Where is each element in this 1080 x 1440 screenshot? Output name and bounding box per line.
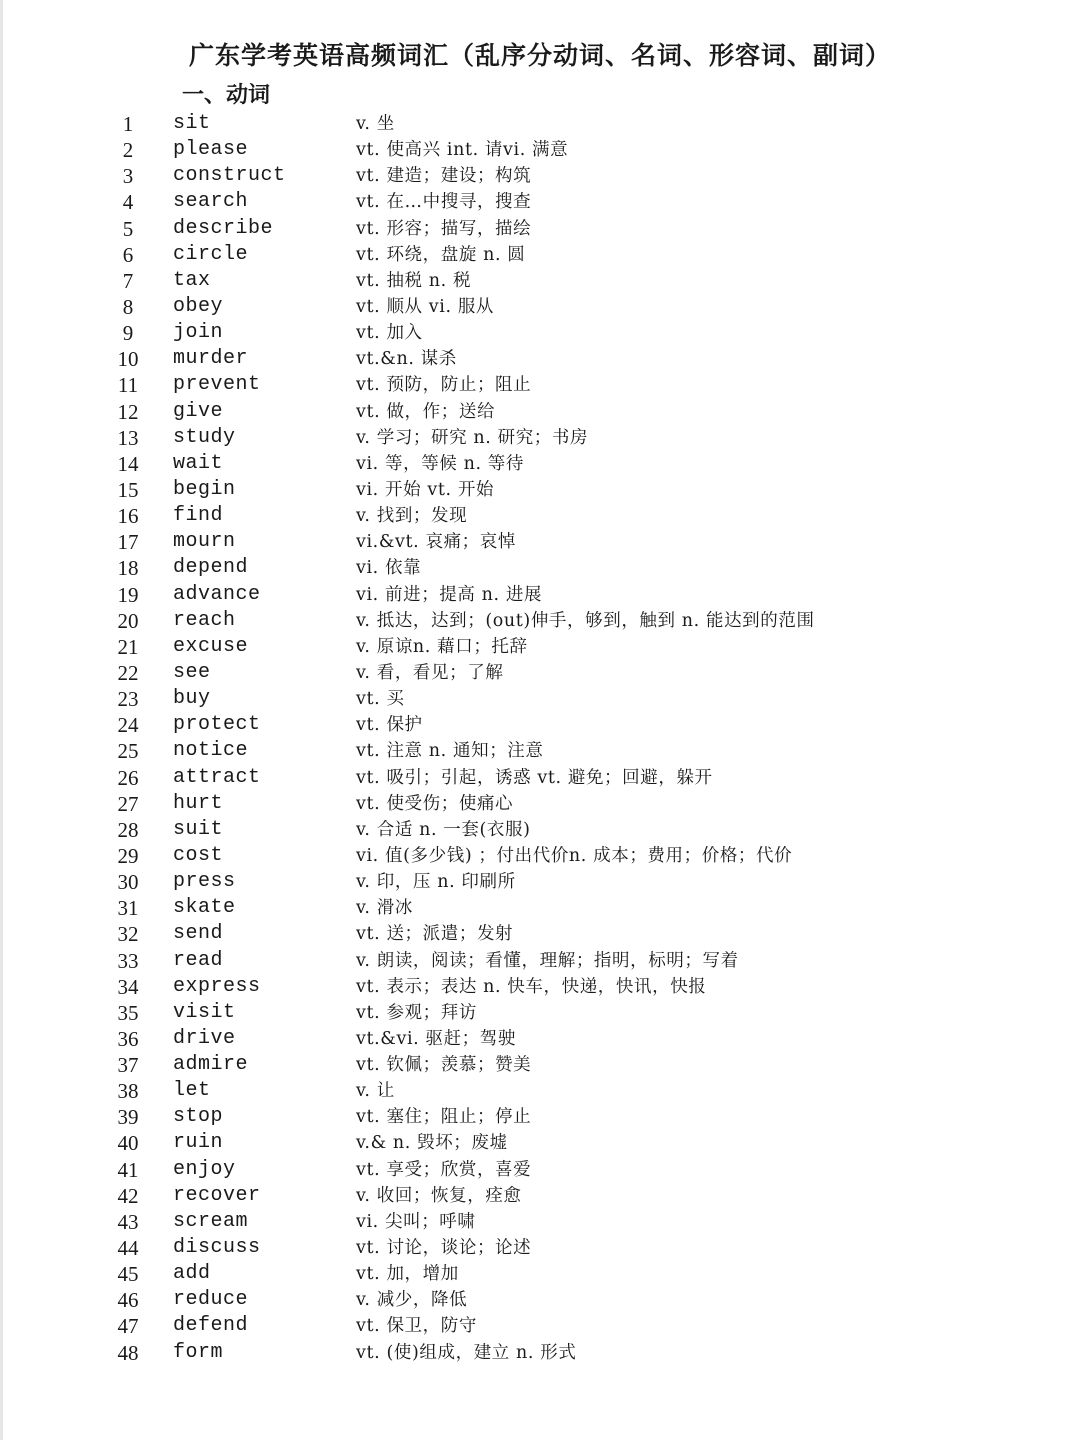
entry-word: suit [173, 817, 224, 841]
entry-number: 14 [117, 451, 139, 476]
entry-number: 22 [117, 660, 139, 685]
entry-word: find [173, 504, 224, 528]
entry-meaning: vt. 做，作；送给 [356, 401, 496, 422]
entry-word: drive [173, 1026, 236, 1050]
entry-number: 15 [117, 477, 139, 502]
vocab-row [0, 817, 1080, 843]
entry-meaning: vt. 参观；拜访 [356, 1002, 477, 1023]
entry-number: 5 [122, 216, 134, 241]
entry-meaning: v. 让 [356, 1081, 395, 1102]
entry-word: enjoy [173, 1157, 236, 1181]
entry-number: 40 [117, 1131, 139, 1156]
entry-meaning: vt. 享受；欣赏，喜爱 [356, 1159, 532, 1180]
entry-word: wait [173, 451, 224, 475]
vocab-row [0, 555, 1080, 581]
entry-number: 20 [117, 608, 139, 633]
entry-word: mourn [173, 530, 236, 554]
entry-meaning: vt.&n. 谋杀 [356, 349, 457, 370]
entry-number: 37 [117, 1053, 139, 1078]
vocab-row [0, 1235, 1080, 1261]
entry-meaning: v. 看，看见；了解 [356, 662, 504, 683]
entry-number: 11 [117, 373, 139, 398]
entry-word: advance [173, 582, 261, 606]
vocab-row [0, 1078, 1080, 1104]
entry-word: send [173, 922, 224, 946]
entry-number: 2 [122, 138, 134, 163]
entry-word: stop [173, 1105, 224, 1129]
vocab-row [0, 1287, 1080, 1313]
vocab-row [0, 686, 1080, 712]
entry-number: 18 [117, 556, 139, 581]
vocab-row [0, 268, 1080, 294]
entry-meaning: vi. 开始 vt. 开始 [356, 479, 495, 500]
entry-word: obey [173, 294, 224, 318]
vocab-row [0, 1340, 1080, 1366]
entry-meaning: vt. 加入 [356, 323, 423, 344]
entry-number: 34 [117, 974, 139, 999]
entry-meaning: vt. 塞住；阻止；停止 [356, 1107, 532, 1128]
entry-number: 6 [122, 242, 134, 267]
vocab-row [0, 869, 1080, 895]
entry-number: 27 [117, 791, 139, 816]
entry-word: please [173, 138, 249, 162]
entry-number: 10 [117, 347, 139, 372]
entry-word: cost [173, 843, 224, 867]
entry-number: 12 [117, 399, 139, 424]
vocab-row [0, 399, 1080, 425]
vocab-row [0, 529, 1080, 555]
entry-word: form [173, 1340, 224, 1364]
entry-word: add [173, 1262, 211, 1286]
vocab-row [0, 895, 1080, 921]
entry-meaning: vi. 前进；提高 n. 进展 [356, 584, 543, 605]
vocab-row [0, 843, 1080, 869]
entry-number: 9 [122, 321, 134, 346]
entry-number: 46 [117, 1288, 139, 1313]
entry-word: skate [173, 896, 236, 920]
entry-number: 25 [117, 739, 139, 764]
entry-meaning: v. 找到；发现 [356, 506, 468, 527]
entry-meaning: vt. (使)组成，建立 n. 形式 [356, 1342, 577, 1363]
entry-number: 17 [117, 530, 139, 555]
entry-meaning: vi. 依靠 [356, 558, 422, 579]
entry-meaning: v. 滑冰 [356, 898, 413, 919]
entry-number: 26 [117, 765, 139, 790]
vocab-row [0, 791, 1080, 817]
entry-word: press [173, 870, 236, 894]
entry-meaning: vi. 值(多少钱) ；付出代价n. 成本；费用；价格；代价 [356, 845, 793, 866]
vocab-row [0, 1130, 1080, 1156]
entry-word: sit [173, 112, 211, 135]
entry-word: scream [173, 1209, 249, 1233]
vocab-row [0, 738, 1080, 764]
entry-meaning: v. 合适 n. 一套(衣服) [356, 819, 531, 840]
entry-meaning: vt. 表示；表达 n. 快车，快递，快讯，快报 [356, 976, 707, 997]
entry-word: search [173, 190, 249, 214]
entry-meaning: v. 原谅n. 藉口；托辞 [356, 636, 528, 657]
vocab-row [0, 1000, 1080, 1026]
vocab-row [0, 608, 1080, 634]
entry-word: see [173, 660, 211, 684]
page-title: 广东学考英语高频词汇（乱序分动词、名词、形容词、副词） [188, 41, 891, 70]
vocab-row [0, 660, 1080, 686]
entry-word: read [173, 948, 224, 972]
vocab-row [0, 163, 1080, 189]
entry-number: 48 [117, 1340, 139, 1365]
entry-meaning: v. 减少，降低 [356, 1290, 468, 1311]
vocab-row [0, 477, 1080, 503]
entry-number: 47 [117, 1314, 139, 1339]
vocab-row [0, 582, 1080, 608]
entry-number: 38 [117, 1079, 139, 1104]
entry-meaning: vt. 注意 n. 通知；注意 [356, 741, 544, 762]
entry-number: 24 [117, 713, 139, 738]
vocab-row [0, 111, 1080, 137]
entry-number: 41 [117, 1157, 139, 1182]
entry-word: protect [173, 713, 261, 737]
entry-meaning: vt. 吸引；引起，诱惑 vt. 避免；回避，躲开 [356, 767, 713, 788]
entry-meaning: vt. 送；派遣；发射 [356, 924, 514, 945]
entry-number: 4 [122, 190, 134, 215]
entry-meaning: v. 印，压 n. 印刷所 [356, 872, 516, 893]
entry-number: 21 [117, 634, 139, 659]
entry-number: 29 [117, 843, 139, 868]
vocab-row [0, 503, 1080, 529]
entry-meaning: vt. 加，增加 [356, 1264, 459, 1285]
entry-number: 36 [117, 1026, 139, 1051]
entry-number: 19 [117, 582, 139, 607]
entry-meaning: vt. 使受伤；使痛心 [356, 793, 514, 814]
entry-word: describe [173, 216, 274, 240]
vocab-row [0, 294, 1080, 320]
entry-word: let [173, 1079, 211, 1103]
vocab-row [0, 137, 1080, 163]
entry-word: reach [173, 608, 236, 632]
vocab-row [0, 765, 1080, 791]
vocab-row [0, 1209, 1080, 1235]
entry-number: 44 [117, 1236, 139, 1261]
entry-number: 23 [117, 687, 139, 712]
vocab-row [0, 216, 1080, 242]
entry-word: murder [173, 347, 249, 371]
vocab-row [0, 1183, 1080, 1209]
entry-number: 3 [122, 164, 134, 189]
entry-word: attract [173, 765, 261, 789]
entry-meaning: vi. 尖叫；呼啸 [356, 1211, 476, 1232]
vocab-row [0, 425, 1080, 451]
entry-word: tax [173, 268, 211, 292]
entry-word: buy [173, 687, 211, 711]
entry-word: recover [173, 1183, 261, 1207]
entry-word: discuss [173, 1236, 261, 1260]
vocab-row [0, 242, 1080, 268]
entry-word: depend [173, 556, 249, 580]
entry-meaning: vt. 保护 [356, 715, 423, 736]
entry-word: circle [173, 242, 249, 266]
entry-meaning: vi. 等，等候 n. 等待 [356, 453, 524, 474]
entry-word: begin [173, 477, 236, 501]
vocabulary-list [0, 111, 1080, 1366]
vocab-row [0, 189, 1080, 215]
entry-word: reduce [173, 1288, 249, 1312]
entry-meaning: vt. 买 [356, 689, 405, 710]
entry-word: admire [173, 1053, 249, 1077]
entry-word: construct [173, 164, 286, 188]
entry-word: defend [173, 1314, 249, 1338]
entry-meaning: v.& n. 毁坏；废墟 [356, 1133, 508, 1154]
entry-meaning: vi.&vt. 哀痛；哀悼 [356, 532, 516, 553]
entry-meaning: vt. 预防，防止；阻止 [356, 375, 532, 396]
vocab-row [0, 372, 1080, 398]
entry-number: 45 [117, 1262, 139, 1287]
section-heading: 一、动词 [182, 83, 271, 108]
entry-word: ruin [173, 1131, 224, 1155]
entry-meaning: v. 朗读，阅读；看懂，理解；指明，标明；写着 [356, 950, 739, 971]
entry-number: 30 [117, 870, 139, 895]
entry-number: 32 [117, 922, 139, 947]
entry-meaning: v. 学习；研究 n. 研究；书房 [356, 427, 589, 448]
entry-word: study [173, 425, 236, 449]
entry-number: 16 [117, 504, 139, 529]
vocab-row [0, 1026, 1080, 1052]
entry-number: 42 [117, 1183, 139, 1208]
vocab-row [0, 712, 1080, 738]
vocab-row [0, 1052, 1080, 1078]
entry-number: 13 [117, 425, 139, 450]
entry-number: 35 [117, 1000, 139, 1025]
vocab-row [0, 320, 1080, 346]
entry-word: excuse [173, 634, 249, 658]
entry-meaning: vt. 钦佩；羡慕；赞美 [356, 1055, 532, 1076]
vocab-row [0, 1261, 1080, 1287]
entry-number: 8 [122, 294, 134, 319]
entry-number: 31 [117, 896, 139, 921]
vocab-row [0, 451, 1080, 477]
vocab-row [0, 346, 1080, 372]
entry-meaning: vt. 使高兴 int. 请vi. 满意 [356, 140, 569, 161]
vocab-row [0, 634, 1080, 660]
entry-word: express [173, 974, 261, 998]
entry-meaning: vt. 形容；描写，描绘 [356, 218, 532, 239]
entry-meaning: vt. 环绕，盘旋 n. 圆 [356, 244, 526, 265]
entry-number: 43 [117, 1209, 139, 1234]
entry-meaning: vt. 讨论，谈论；论述 [356, 1238, 532, 1259]
entry-word: hurt [173, 791, 224, 815]
entry-meaning: vt. 保卫，防守 [356, 1316, 477, 1337]
entry-meaning: v. 收回；恢复，痊愈 [356, 1185, 522, 1206]
vocab-row [0, 1313, 1080, 1339]
entry-word: give [173, 399, 224, 423]
entry-meaning: v. 坐 [356, 114, 395, 134]
entry-meaning: vt. 顺从 vi. 服从 [356, 296, 495, 317]
entry-meaning: vt.&vi. 驱赶；驾驶 [356, 1028, 516, 1049]
vocab-row [0, 1157, 1080, 1183]
entry-meaning: vt. 抽税 n. 税 [356, 270, 472, 291]
entry-meaning: v. 抵达，达到；(out)伸手，够到，触到 n. 能达到的范围 [356, 610, 815, 631]
vocab-row [0, 974, 1080, 1000]
entry-number: 33 [117, 948, 139, 973]
entry-word: notice [173, 739, 249, 763]
entry-number: 7 [122, 268, 134, 293]
vocab-row [0, 948, 1080, 974]
vocab-row [0, 1104, 1080, 1130]
entry-number: 39 [117, 1105, 139, 1130]
entry-meaning: vt. 建造；建设；构筑 [356, 166, 532, 187]
entry-meaning: vt. 在…中搜寻，搜查 [356, 192, 532, 213]
vocab-row [0, 921, 1080, 947]
entry-number: 1 [122, 112, 134, 136]
entry-word: prevent [173, 373, 261, 397]
entry-word: join [173, 321, 224, 345]
entry-word: visit [173, 1000, 236, 1024]
entry-number: 28 [117, 817, 139, 842]
